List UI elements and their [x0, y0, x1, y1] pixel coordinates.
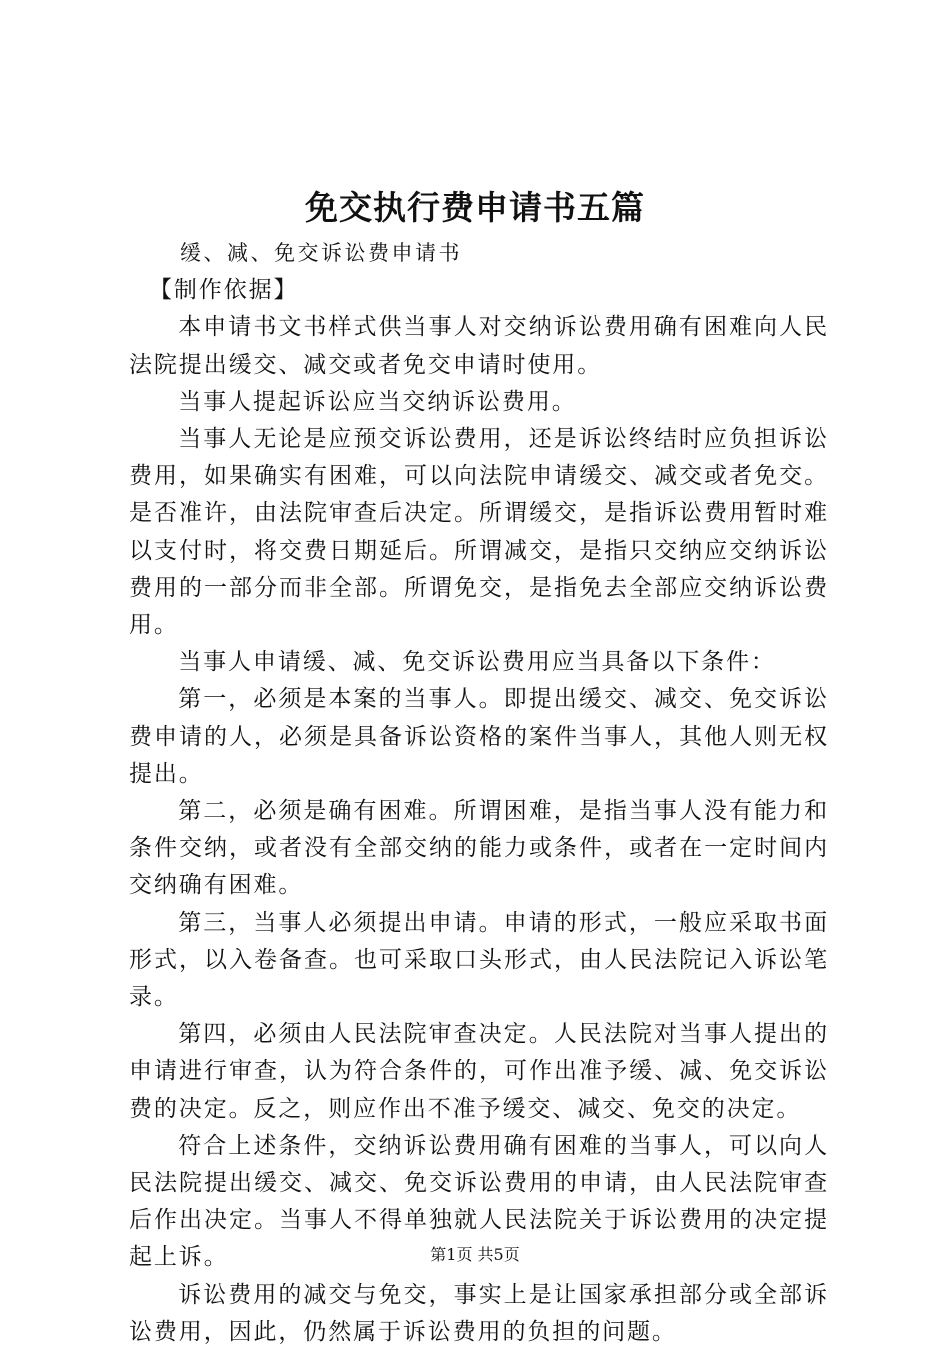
document-body: [129, 235, 829, 1351]
paragraph: 诉讼费用的减交与免交，事实上是让国家承担部分或全部诉讼费用，因此，仍然属于诉讼费用的负担的问题。: [129, 1281, 829, 1345]
paragraph: 第一，必须是本案的当事人。即提出缓交、减交、免交诉讼费申请的人，必须是具备诉讼资格的案件当事人，其他人则无权提出。: [129, 686, 829, 787]
paragraph: 当事人无论是应预交诉讼费用，还是诉讼终结时应负担诉讼费用，如果确实有困难，可以向法院申请缓交、减交或者免交。是否准许，由法院审查后决定。所谓缓交，是指诉讼费用暂时难以支付时，将交费日期延后。所谓减交，是指只交纳应交纳诉讼费用的一部分而非全部。所谓免交，是指免去全部应交纳诉讼费用。: [129, 426, 829, 639]
paragraph: 当事人提起诉讼应当交纳诉讼费用。: [178, 388, 577, 415]
document-subtitle: 缓、减、免交诉讼费申请书: [180, 241, 462, 265]
document-title: 免交执行费申请书五篇: [305, 188, 645, 227]
paragraph: 第四，必须由人民法院审查决定。人民法院对当事人提出的申请进行审查，认为符合条件的，可作出准予缓、减、免交诉讼费的决定。反之，则应作出不准予缓交、减交、免交的决定。: [129, 1021, 829, 1122]
paragraph: 本申请书文书样式供当事人对交纳诉讼费用确有困难向人民法院提出缓交、减交或者免交申请时使用。: [129, 314, 829, 378]
page-number-footer: 第1页 共5页: [430, 1245, 520, 1264]
section-heading: 【制作依据】: [149, 277, 299, 304]
paragraph: 当事人申请缓、减、免交诉讼费用应当具备以下条件：: [178, 649, 776, 676]
paragraph: 第二，必须是确有困难。所谓困难，是指当事人没有能力和条件交纳，或者没有全部交纳的能力或条件，或者在一定时间内交纳确有困难。: [129, 798, 829, 899]
paragraph: 符合上述条件，交纳诉讼费用确有困难的当事人，可以向人民法院提出缓交、减交、免交诉讼费用的申请，由人民法院审查后作出决定。当事人不得单独就人民法院关于诉讼费用的决定提起上诉。: [129, 1132, 829, 1271]
paragraph: 第三，当事人必须提出申请。申请的形式，一般应采取书面形式，以入卷备查。也可采取口头形式，由人民法院记入诉讼笔录。: [129, 909, 829, 1011]
